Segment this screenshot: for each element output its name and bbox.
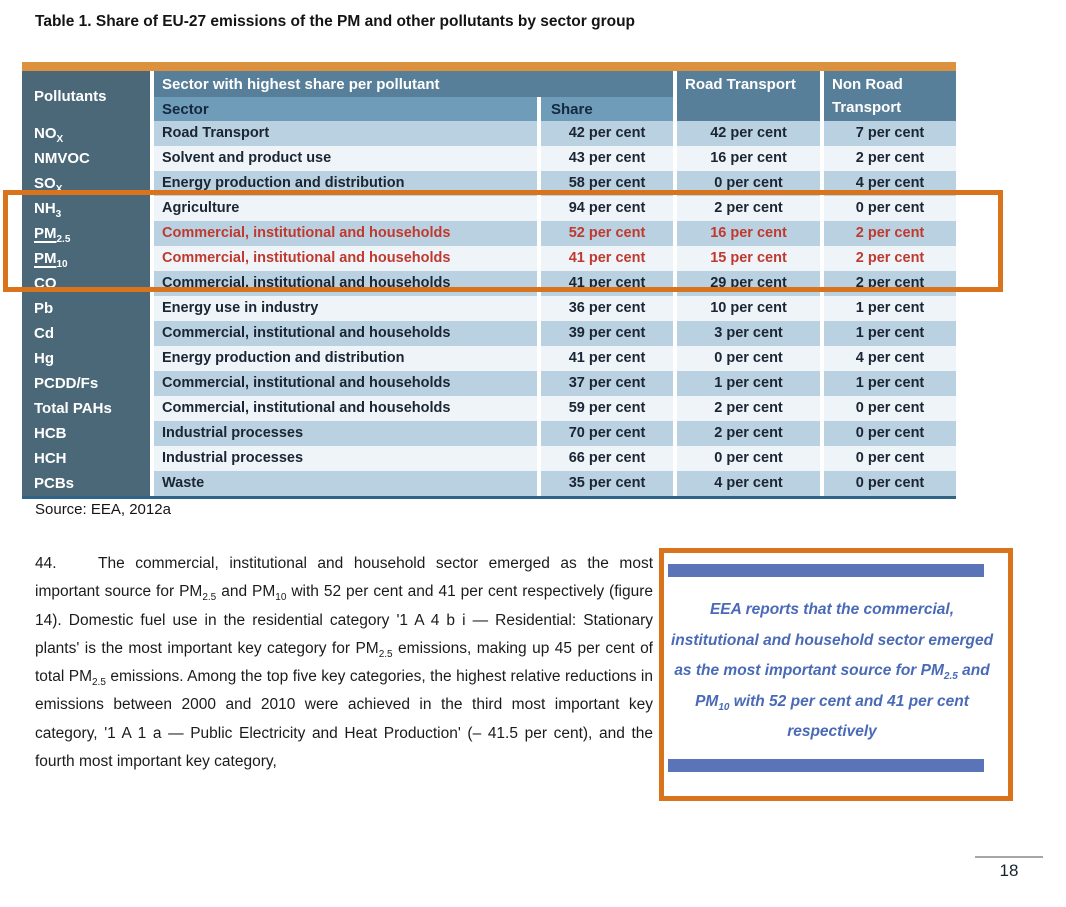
sector-cell: Agriculture [154,196,537,221]
source-note: Source: EEA, 2012a [35,501,171,518]
road-transport-cell: 0 per cent [677,446,820,471]
share-cell: 58 per cent [541,171,673,196]
non-road-transport-cell: 0 per cent [824,446,956,471]
sector-cell: Solvent and product use [154,146,537,171]
callout-top-bar [668,564,984,577]
road-transport-cell: 2 per cent [677,421,820,446]
non-road-transport-cell: 2 per cent [824,146,956,171]
page-number: 18 [999,861,1019,880]
sector-cell: Industrial processes [154,446,537,471]
callout-text: EEA reports that the commercial, institutional and household sector emerged as the most important source for $PM_{2.5}$ and $PM_{10}$ with 52 per cent and 41 per cent respectively [670,601,994,740]
header-sector-group: Sector with highest share per pollutant [154,71,673,97]
share-cell: 36 per cent [541,296,673,321]
header-non-road-transport: Non Road Transport [824,71,956,121]
non-road-transport-cell: 0 per cent [824,396,956,421]
non-road-transport-cell: 7 per cent [824,121,956,146]
header-road-transport: Road Transport [677,71,820,121]
road-transport-cell: 16 per cent [677,146,820,171]
sector-cell: Industrial processes [154,421,537,446]
non-road-transport-cell: 1 per cent [824,296,956,321]
road-transport-cell: 1 per cent [677,371,820,396]
pollutant-label: $PM_{10}$ [22,246,150,271]
road-transport-cell: 4 per cent [677,471,820,496]
header-share: Share [541,97,673,121]
road-transport-cell: 0 per cent [677,171,820,196]
footer-rule [975,856,1043,858]
header-sector: Sector [154,97,537,121]
share-cell: 59 per cent [541,396,673,421]
non-road-transport-cell: 0 per cent [824,196,956,221]
non-road-transport-cell: 0 per cent [824,471,956,496]
share-cell: 94 per cent [541,196,673,221]
road-transport-cell: 2 per cent [677,196,820,221]
pollutant-label: PCBs [22,471,150,496]
share-cell: 35 per cent [541,471,673,496]
sector-cell: Commercial, institutional and households [154,396,537,421]
road-transport-cell: 3 per cent [677,321,820,346]
share-cell: 41 per cent [541,246,673,271]
share-cell: 41 per cent [541,346,673,371]
non-road-transport-cell: 1 per cent [824,321,956,346]
sector-cell: Waste [154,471,537,496]
non-road-transport-cell: 4 per cent [824,171,956,196]
road-transport-cell: 0 per cent [677,346,820,371]
pollutant-label: $NO_X$ [22,121,150,146]
sector-cell: Commercial, institutional and households [154,246,537,271]
sector-cell: Commercial, institutional and households [154,271,537,296]
share-cell: 41 per cent [541,271,673,296]
sector-cell: Energy production and distribution [154,171,537,196]
share-cell: 43 per cent [541,146,673,171]
road-transport-cell: 10 per cent [677,296,820,321]
sector-cell: Commercial, institutional and households [154,221,537,246]
pollutant-label: HCH [22,446,150,471]
sector-cell: Energy production and distribution [154,346,537,371]
road-transport-cell: 42 per cent [677,121,820,146]
paragraph-text: The commercial, institutional and household sector emerged as the most important source for $PM_{2.5}$ and $PM_{10}$ with 52 per cent and 41 per cent respectively (figure 14). Domestic fuel use in the residential category '1 A 4 b i — Residential: Stationary plants' is the most important key category for $PM_{2.5}$ emissions, making up 45 per cent of total $PM_{2.5}$ emissions. Among the top five key categories, the highest relative reductions in emissions between 2000 and 2010 were achieved in the third most important key category, '1 A 1 a — Public Electricity and Heat Production' (– 41.5 per cent), and the fourth most important key category, [35,555,653,771]
road-transport-cell: 15 per cent [677,246,820,271]
non-road-transport-cell: 2 per cent [824,271,956,296]
share-cell: 70 per cent [541,421,673,446]
pollutant-label: $NH_3$ [22,196,150,221]
table-title: Table 1. Share of EU-27 emissions of the PM and other pollutants by sector group [35,13,636,30]
callout-box [659,548,1013,801]
share-cell: 66 per cent [541,446,673,471]
pollutant-label: $PM_{2.5}$ [22,221,150,246]
pollutant-label: NMVOC [22,146,150,171]
non-road-transport-cell: 2 per cent [824,221,956,246]
share-cell: 39 per cent [541,321,673,346]
emissions-table [22,62,956,499]
table-grid [22,71,956,499]
share-cell: 42 per cent [541,121,673,146]
sector-cell: Commercial, institutional and households [154,321,537,346]
non-road-transport-cell: 0 per cent [824,421,956,446]
pollutant-label: PCDD/Fs [22,371,150,396]
road-transport-cell: 2 per cent [677,396,820,421]
sector-cell: Energy use in industry [154,296,537,321]
pollutant-label: Pb [22,296,150,321]
callout-bottom-bar [668,759,984,772]
pollutant-label: Hg [22,346,150,371]
non-road-transport-cell: 4 per cent [824,346,956,371]
pollutant-label: Total PAHs [22,396,150,421]
non-road-transport-cell: 1 per cent [824,371,956,396]
paragraph-number: 44. [35,555,57,572]
share-cell: 52 per cent [541,221,673,246]
paragraph-44 [35,550,653,776]
header-pollutants: Pollutants [22,71,150,121]
table-top-accent-bar [22,62,956,71]
pollutant-label: HCB [22,421,150,446]
pollutant-label: CO [22,271,150,296]
pollutant-label: $SO_X$ [22,171,150,196]
sector-cell: Road Transport [154,121,537,146]
road-transport-cell: 16 per cent [677,221,820,246]
share-cell: 37 per cent [541,371,673,396]
non-road-transport-cell: 2 per cent [824,246,956,271]
pollutant-label: Cd [22,321,150,346]
sector-cell: Commercial, institutional and households [154,371,537,396]
road-transport-cell: 29 per cent [677,271,820,296]
